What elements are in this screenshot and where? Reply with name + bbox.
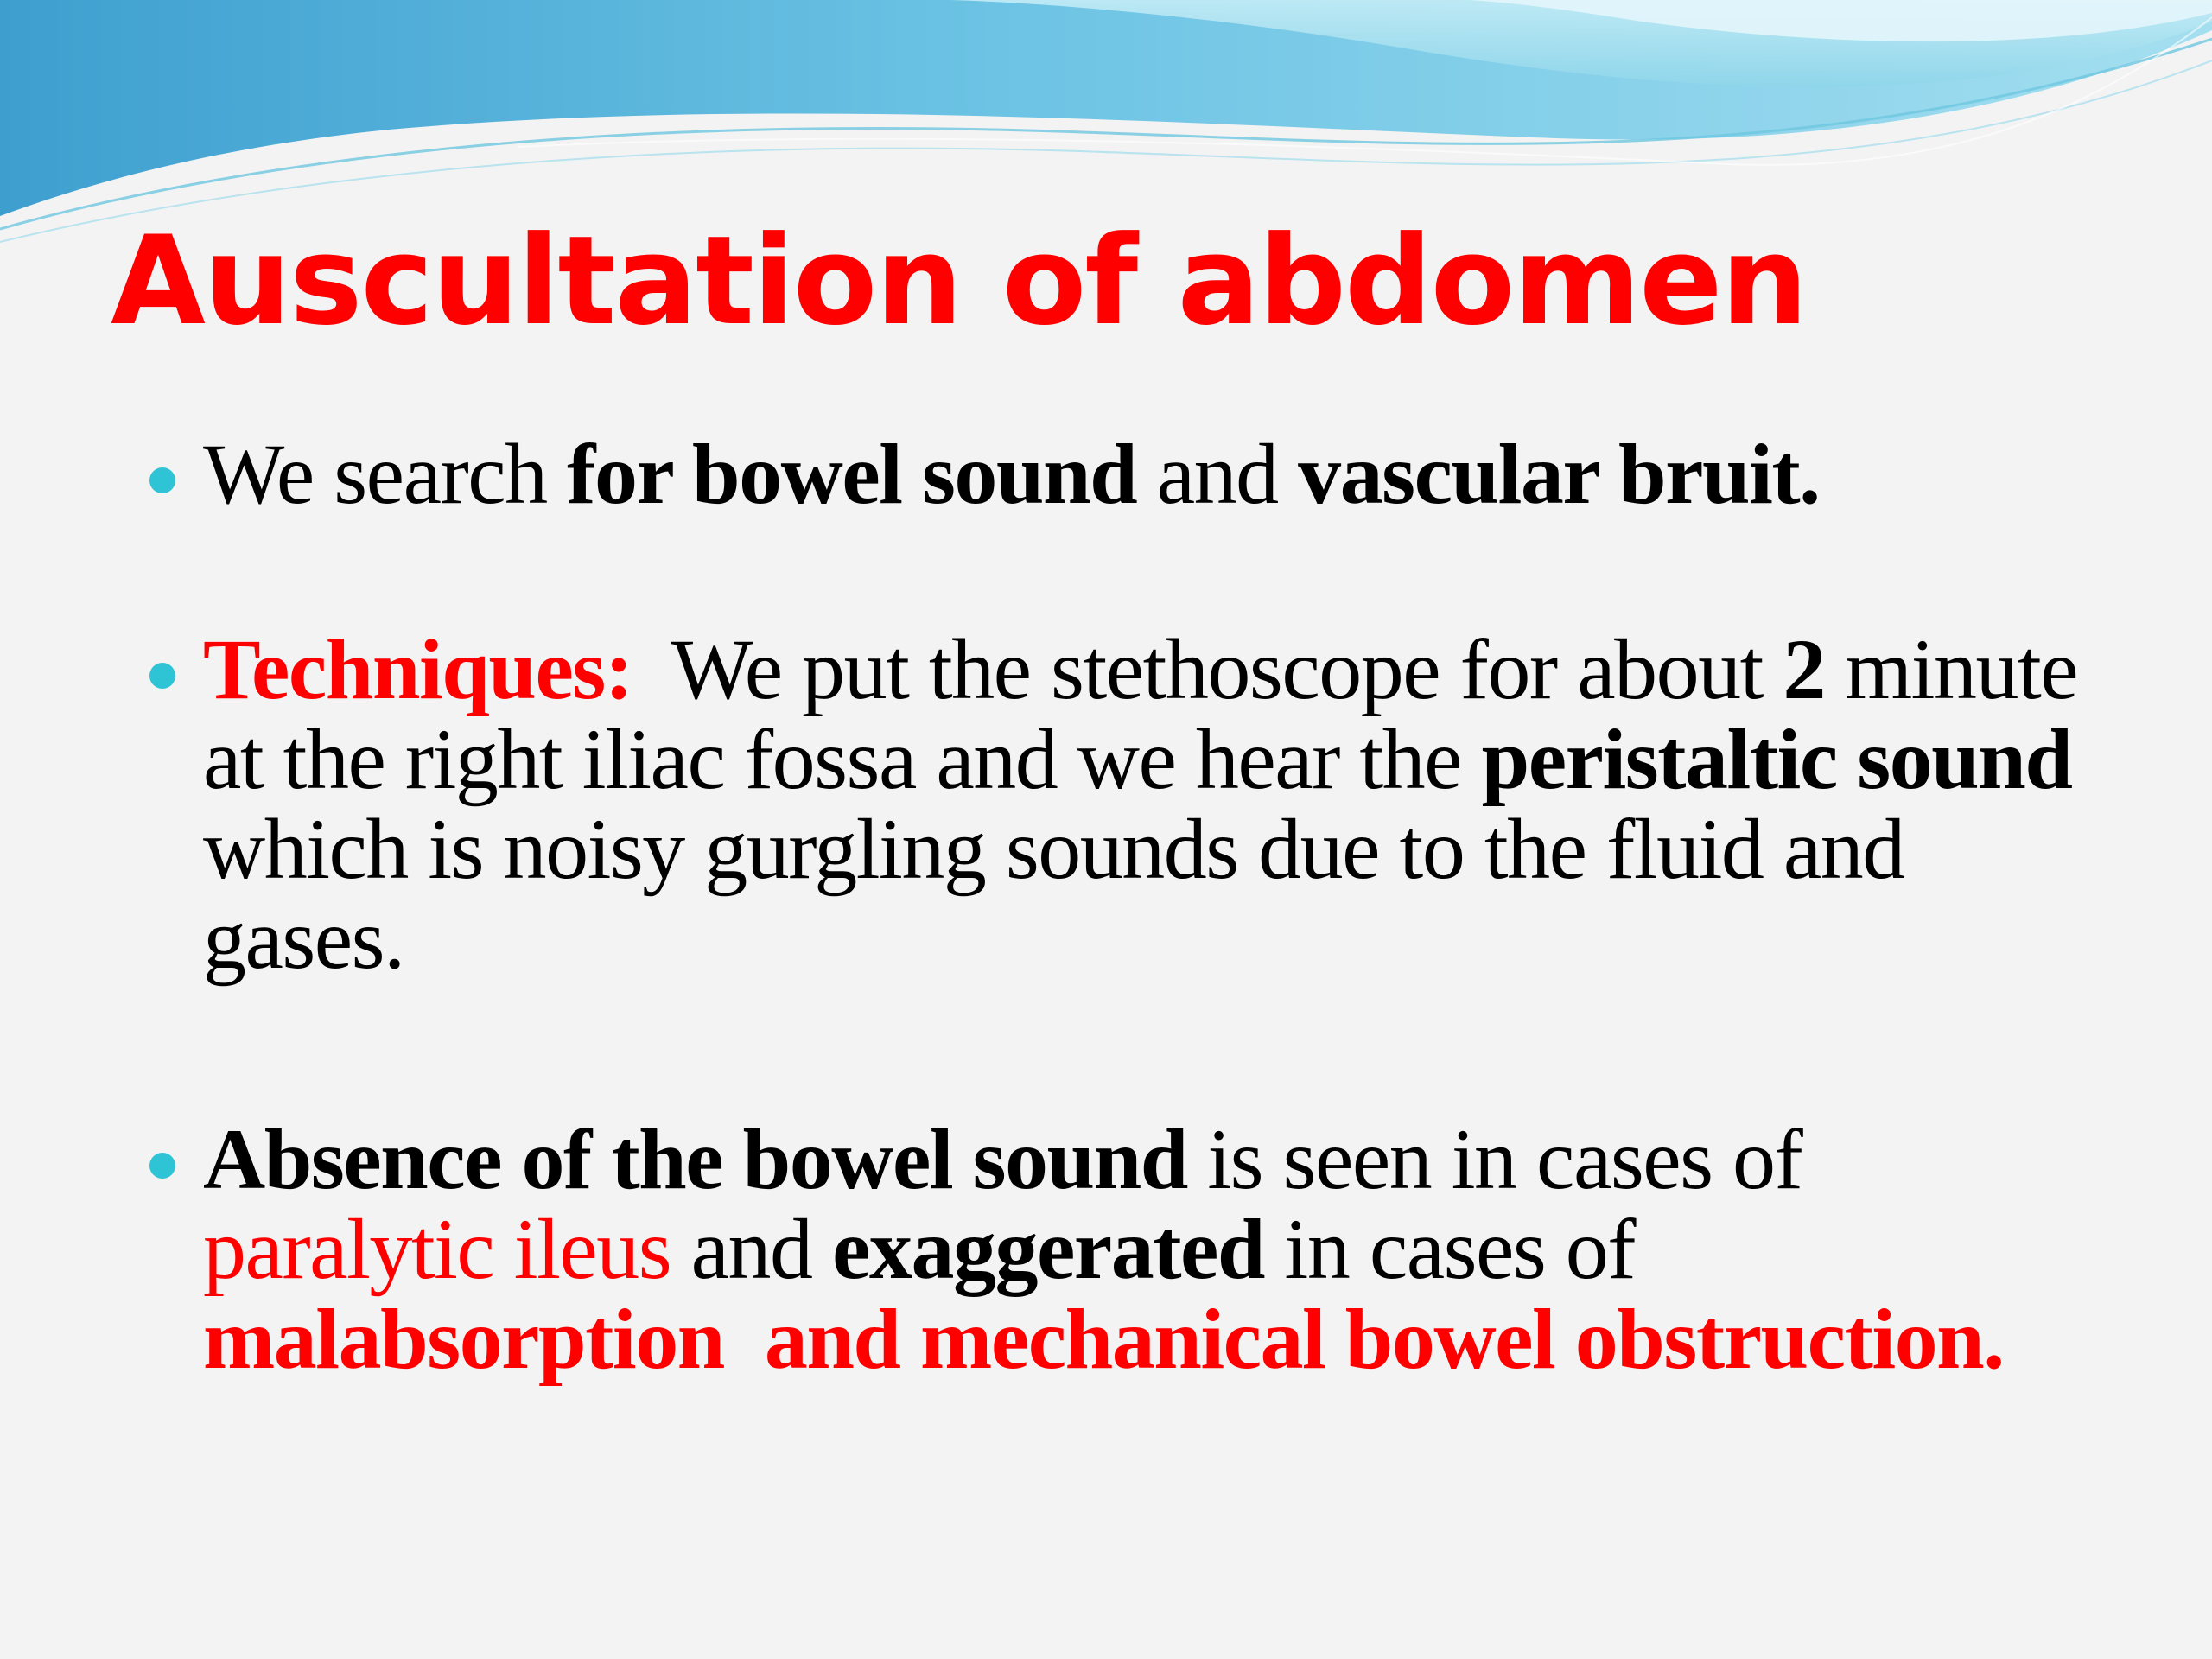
- bullet-dot-icon: [149, 1153, 175, 1179]
- bullet-item: Techniques: We put the stethoscope for about 2 minute at the right iliac fossa and we hear the peristaltic sound which is noisy gurgling sounds due to the fluid and gases.: [203, 625, 2104, 984]
- bullet-dot-icon: [149, 663, 175, 689]
- bullet-dot-icon: [149, 467, 175, 493]
- bullet-item: We search for bowel sound and vascular bruit.: [203, 429, 2104, 519]
- bullet-item: Absence of the bowel sound is seen in cases of paralytic ileus and exaggerated in cases of malabsorption and mechanical bowel obstruction.: [203, 1115, 2104, 1384]
- slide-title: Auscultation of abdomen: [111, 210, 1807, 353]
